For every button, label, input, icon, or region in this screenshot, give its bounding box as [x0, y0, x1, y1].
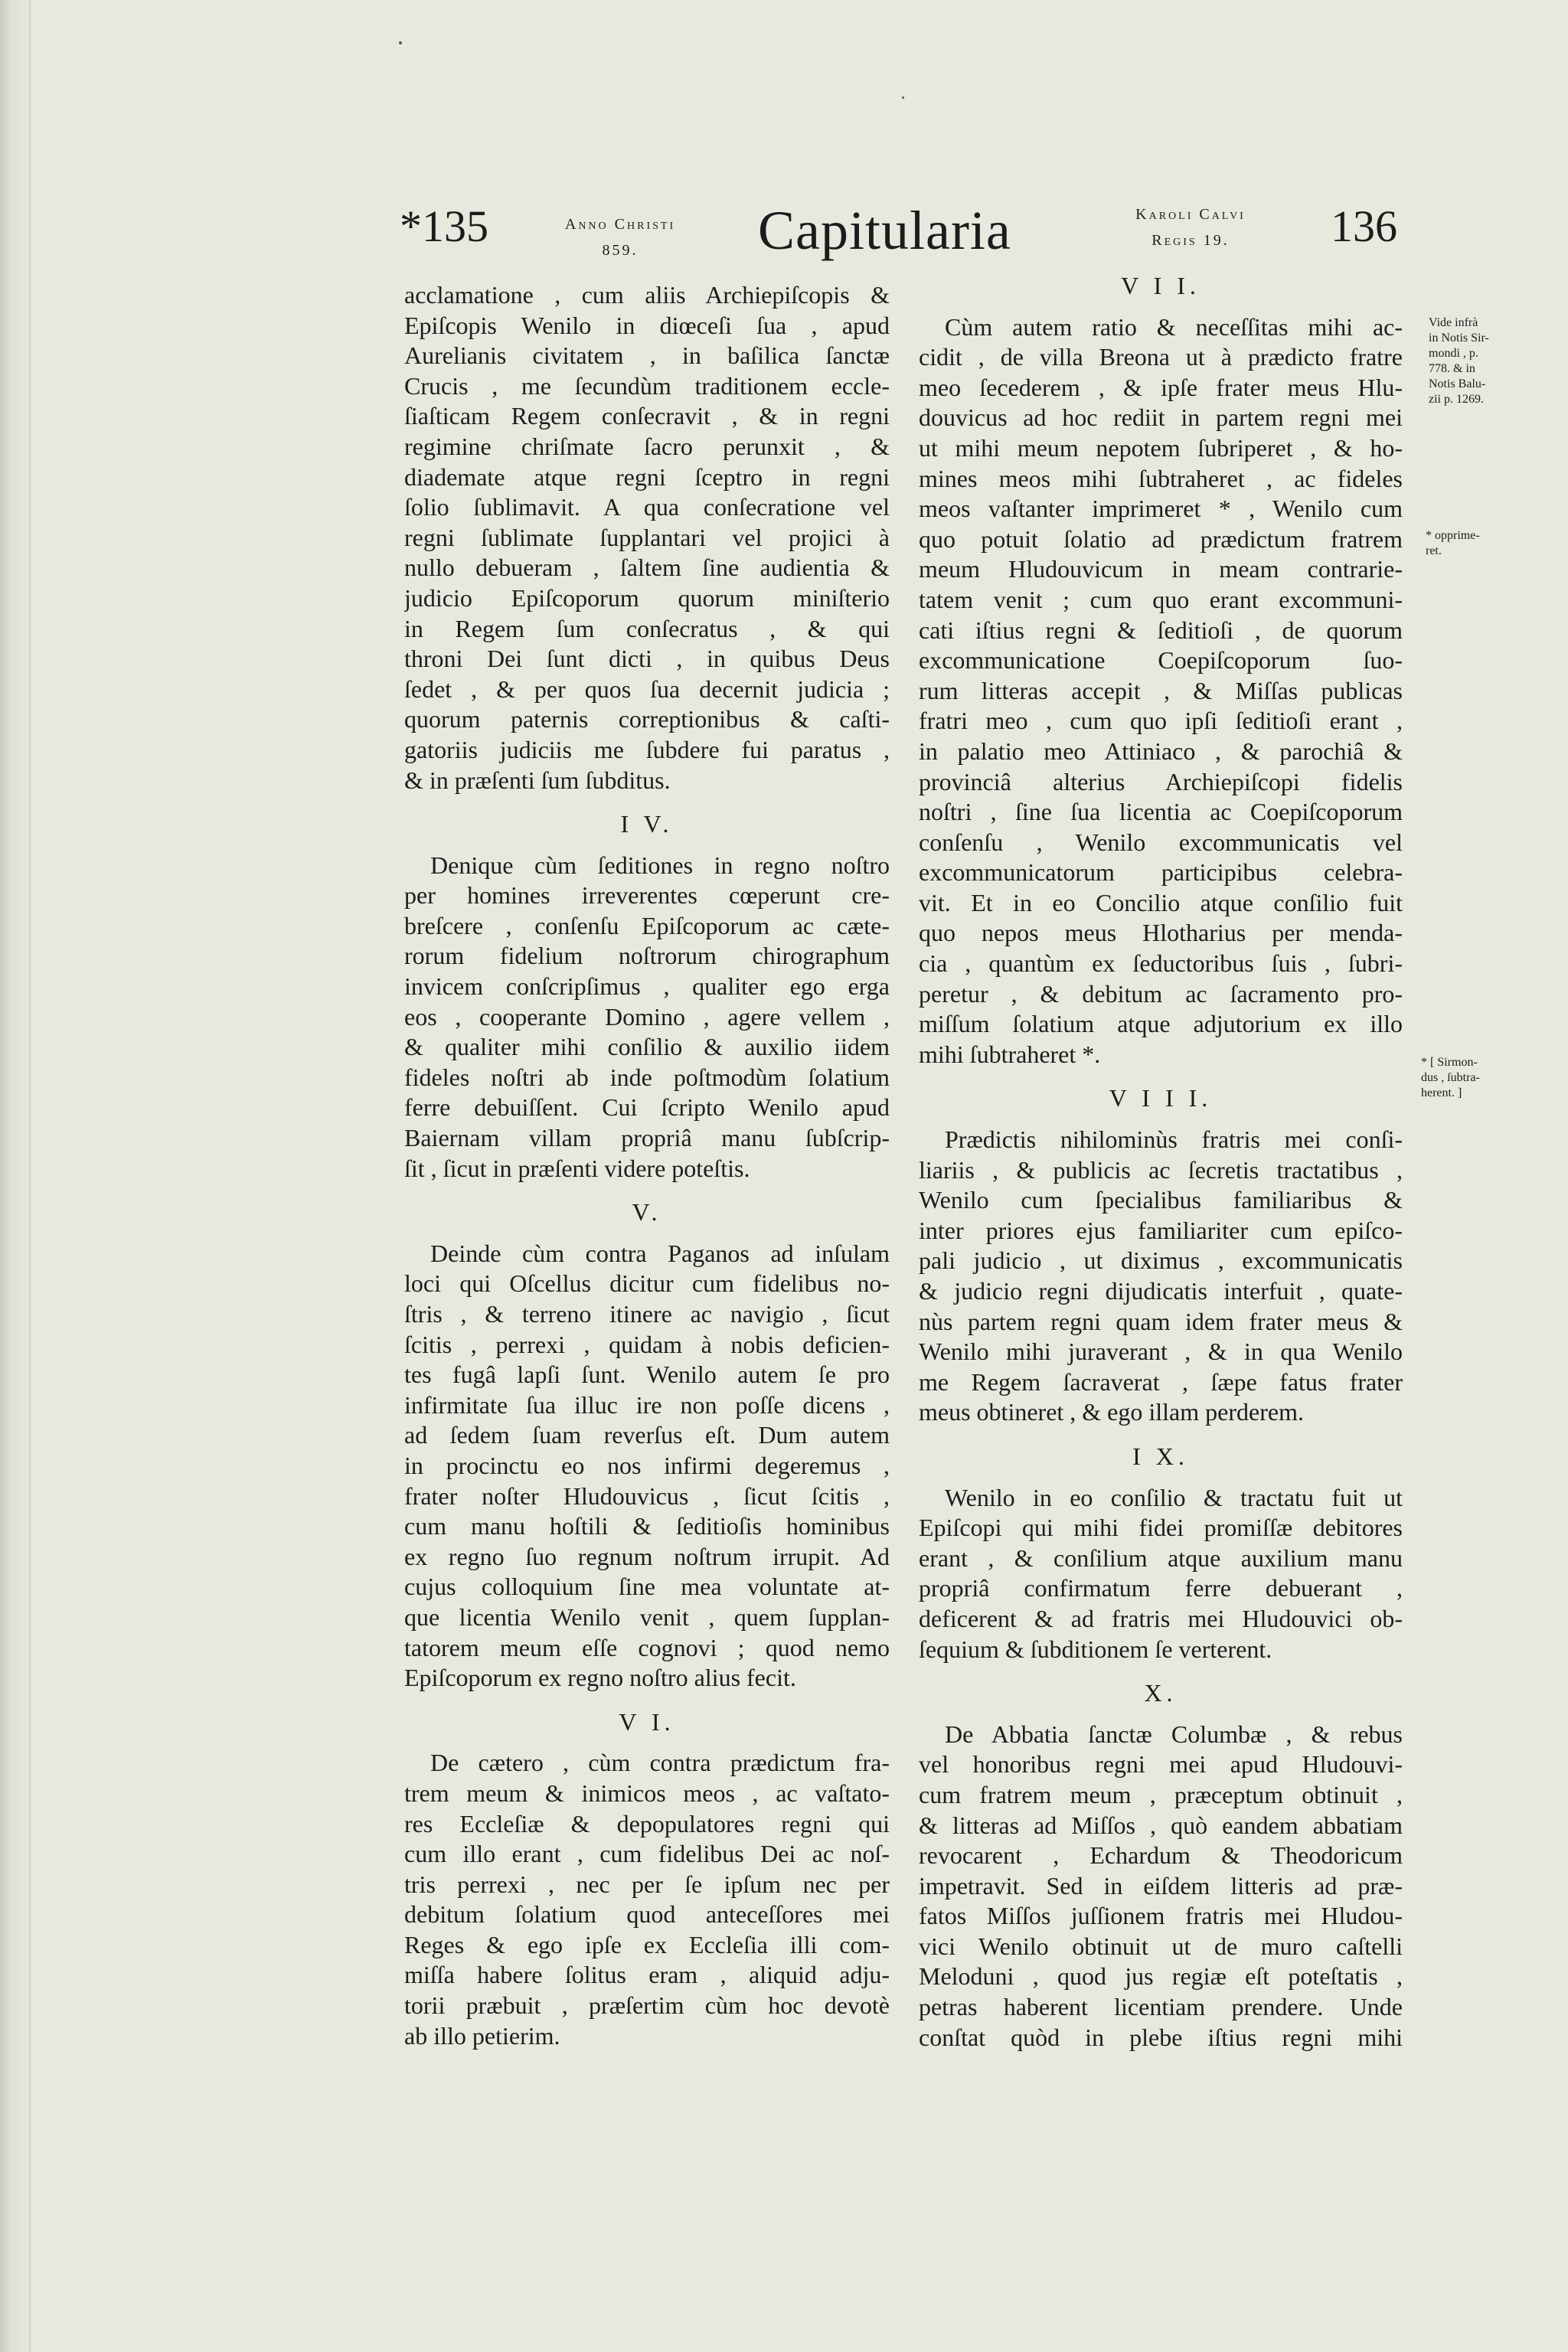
text-line: inter priores ejus familiariter cum epiſco-: [919, 1216, 1403, 1244]
text-line: meo ſecederem , & ipſe frater meus Hlu-: [919, 373, 1403, 401]
text-line: ſolio ſublimavit. A qua conſecratione vel: [404, 493, 890, 521]
text-line: Denique cùm ſeditiones in regno noſtro: [430, 851, 890, 879]
paper-speck: [399, 41, 402, 44]
text-line: cidit , de villa Breona ut à prædicto fratre: [919, 343, 1403, 371]
text-line: conſenſu , Wenilo excommunicatis vel: [919, 828, 1403, 856]
text-line: fatos Miſſos juſſionem fratris mei Hludou-: [919, 1902, 1403, 1930]
paragraph-x: [919, 1720, 1403, 2053]
margin-note-line: herent. ]: [1421, 1086, 1462, 1099]
page-title: Capitularia: [758, 200, 1011, 261]
text-line: mihi ſubtraheret *.: [919, 1040, 1101, 1068]
text-line: propriâ confirmatum ferre debuerant ,: [919, 1574, 1403, 1602]
text-line: tris perrexi , nec per ſe ipſum nec per: [404, 1870, 890, 1898]
text-line: diademate atque regni ſceptro in regni: [404, 462, 890, 491]
text-line: judicio Epiſcoporum quorum miniſterio: [404, 583, 890, 612]
margin-note-line: mondi , p.: [1429, 347, 1478, 360]
text-line: provinciâ alterius Archiepiſcopi fidelis: [919, 767, 1403, 795]
text-line: meus obtineret , & ego illam perderem.: [919, 1398, 1304, 1426]
text-line: res Eccleſiæ & depopulatores regni qui: [404, 1809, 890, 1838]
text-line: cia , quantùm ex ſeductoribus ſuis , ſubri-: [919, 949, 1403, 978]
text-line: Reges & ego ipſe ex Eccleſia illi com-: [404, 1930, 890, 1958]
text-line: regimine chriſmate ſacro perunxit , &: [404, 432, 890, 460]
text-line: trem meum & inimicos meos , ac vaſtato-: [404, 1779, 890, 1807]
right-page-number: 136: [1331, 201, 1397, 251]
text-line: cujus colloquium ſine mea voluntate at-: [404, 1573, 890, 1601]
anno-christi-header: [536, 211, 704, 263]
margin-note-line: in Notis Sir-: [1429, 332, 1489, 345]
paragraph-viii: [919, 1125, 1403, 1428]
margin-note-sirmondi: [1429, 315, 1513, 407]
text-line: & in præſenti ſum ſubditus.: [404, 766, 671, 794]
text-line: ſequium & ſubditionem ſe verterent.: [919, 1635, 1272, 1663]
section-heading-ix: I X.: [1132, 1442, 1189, 1470]
text-line: in Regem ſum conſecratus , & qui: [404, 614, 890, 642]
text-line: ſiaſticam Regem conſecravit , & in regni: [404, 402, 890, 430]
text-line: ſedet , & per quos ſua decernit judicia ;: [404, 675, 890, 703]
text-line: Prædictis nihilominùs fratris mei conſi-: [945, 1125, 1403, 1154]
paragraph-vi: [404, 1748, 890, 2051]
text-line: De Abbatia ſanctæ Columbæ , & rebus: [945, 1720, 1403, 1748]
text-line: frater noſter Hludouvicus , ſicut ſcitis ,: [404, 1481, 890, 1510]
anno-year: 859.: [602, 242, 639, 259]
text-line: que licentia Wenilo venit , quem ſupplan-: [404, 1602, 890, 1631]
right-text-column: [919, 271, 1403, 2053]
text-line: Epiſcopi qui mihi fidei promiſſæ debitores: [919, 1514, 1403, 1542]
text-line: & qualiter mihi conſilio & auxilio iidem: [404, 1033, 890, 1061]
text-line: excommunicatorum participibus celebra-: [919, 858, 1403, 887]
text-line: ad ſedem ſuam reverſus eſt. Dum autem: [404, 1421, 890, 1449]
left-text-column: [404, 280, 890, 2051]
text-line: regni ſublimate ſupplantari vel projici à: [404, 523, 890, 551]
text-line: eos , cooperante Domino , agere vellem ,: [404, 1002, 890, 1031]
margin-note-line: Vide infrà: [1429, 316, 1478, 329]
karoli-calvi-header: [1087, 201, 1294, 253]
text-line: Crucis , me ſecundùm traditionem eccle-: [404, 371, 890, 400]
text-line: Wenilo in eo conſilio & tractatu fuit ut: [945, 1483, 1403, 1511]
text-line: petras haberent licentiam prendere. Unde: [919, 1993, 1403, 2021]
margin-note-subtraherent: [1421, 1055, 1513, 1101]
margin-note-line: 778. & in: [1429, 362, 1475, 375]
text-line: rum litteras accepit , & Miſſas publicas: [919, 676, 1403, 704]
paper-speck: [902, 96, 904, 99]
text-line: miſſa habere ſolitus eram , aliquid adju-: [404, 1961, 890, 1989]
text-line: Aurelianis civitatem , in baſilica ſanctæ: [404, 341, 890, 370]
section-heading-vi: V I.: [619, 1707, 675, 1736]
text-line: debitum ſolatium quod anteceſſores mei: [404, 1900, 890, 1929]
text-line: in palatio meo Attiniaco , & parochiâ &: [919, 737, 1403, 765]
page-gutter-edge: [0, 0, 31, 2352]
text-line: Epiſcopis Wenilo in diœceſi ſua , apud: [404, 311, 890, 339]
text-line: ſcitis , perrexi , quidam à nobis deficien-: [404, 1330, 890, 1358]
text-line: per homines irreverentes cœperunt cre-: [404, 881, 890, 910]
text-line: meum Hludouvicum in meam contrarie-: [919, 555, 1403, 583]
text-line: mines meos mihi ſubtraheret , ac fideles: [919, 464, 1403, 492]
paragraph-iv: [404, 851, 890, 1184]
text-line: fratri meo , cum quo ipſi ſeditioſi erant ,: [919, 707, 1403, 735]
section-heading-vii: V I I.: [1121, 272, 1200, 299]
text-line: nullo debueram , ſaltem ſine audientia &: [404, 554, 890, 582]
text-line: Wenilo mihi juraverant , & in qua Wenilo: [919, 1338, 1403, 1366]
text-line: & litteras ad Miſſos , quò eandem abbatiam: [919, 1811, 1403, 1839]
text-line: ut mihi meum nepotem ſubriperet , & ho-: [919, 433, 1403, 462]
left-page-number: *135: [400, 201, 488, 251]
text-line: fideles noſtri ab inde poſtmodùm ſolatium: [404, 1063, 890, 1091]
text-line: revocarent , Echardum & Theodoricum: [919, 1841, 1403, 1870]
text-line: noſtri , ſine ſua licentia ac Coepiſcoporum: [919, 798, 1403, 826]
regis-year: Regis 19.: [1152, 232, 1230, 249]
text-line: excommunicatione Coepiſcoporum ſuo-: [919, 646, 1403, 675]
text-line: ſit , ſicut in præſenti videre poteſtis.: [404, 1154, 750, 1182]
paragraph-ix: [919, 1483, 1403, 1665]
text-line: cum fratrem meum , præceptum obtinuit ,: [919, 1780, 1403, 1808]
margin-note-opprimeret: [1426, 528, 1502, 559]
text-line: quo nepos meus Hlotharius per menda-: [919, 919, 1403, 947]
text-line: ſtris , & terreno itinere ac navigio , ſicut: [404, 1300, 890, 1328]
text-line: invicem conſcripſimus , qualiter ego erga: [404, 972, 890, 1001]
text-line: vici Wenilo obtinuit ut de muro caſtelli: [919, 1932, 1403, 1960]
paragraph-continuation: [404, 280, 890, 795]
paragraph-vii: [919, 312, 1403, 1070]
anno-christi-label: Anno Christi: [564, 216, 676, 233]
text-line: loci qui Oſcellus dicitur cum fidelibus no-: [404, 1269, 890, 1298]
text-line: rorum fidelium noſtrorum chirographum: [404, 942, 890, 970]
margin-note-line: zii p. 1269.: [1429, 393, 1484, 406]
text-line: ex regno ſuo regnum noſtrum irrupit. Ad: [404, 1542, 890, 1570]
text-line: vel honoribus regni mei apud Hludouvi-: [919, 1750, 1403, 1779]
section-heading-v: V.: [632, 1198, 662, 1227]
margin-note-line: * [ Sirmon-: [1421, 1056, 1478, 1069]
text-line: Deinde cùm contra Paganos ad inſulam: [430, 1239, 890, 1267]
section-heading-viii: V I I I.: [1109, 1084, 1213, 1112]
text-line: breſcere , conſenſu Epiſcoporum ac cæte-: [404, 911, 890, 939]
text-line: torii præbuit , præſertim cùm hoc devotè: [404, 1991, 890, 2020]
text-line: tatorem meum eſſe cognovi ; quod nemo: [404, 1633, 890, 1661]
text-line: Epiſcoporum ex regno noſtro alius fecit.: [404, 1664, 796, 1692]
text-line: peretur , & debitum ac ſacramento pro-: [919, 979, 1403, 1008]
text-line: liariis , & publicis ac ſecretis tractatibus ,: [919, 1155, 1403, 1184]
text-line: De cætero , cùm contra prædictum fra-: [430, 1749, 890, 1777]
text-line: Cùm autem ratio & neceſſitas mihi ac-: [945, 312, 1403, 341]
text-line: infirmitate ſua illuc ire non poſſe dicens ,: [404, 1390, 890, 1419]
margin-note-line: * opprime-: [1426, 529, 1480, 542]
text-line: erant , & conſilium atque auxilium manu: [919, 1544, 1403, 1572]
text-line: tatem venit ; cum quo erant excommuni-: [919, 585, 1403, 613]
text-line: miſſum ſolatium atque adjutorium ex illo: [919, 1010, 1403, 1038]
text-line: throni Dei ſunt dicti , in quibus Deus: [404, 645, 890, 673]
text-line: deficerent & ad fratris mei Hludouvici ob-: [919, 1604, 1403, 1632]
text-line: Wenilo cum ſpecialibus familiaribus &: [919, 1186, 1403, 1214]
text-line: meos vaſtanter imprimeret * , Wenilo cum: [919, 495, 1403, 523]
text-line: Meloduni , quod jus regiæ eſt poteſtatis ,: [919, 1962, 1403, 1991]
text-line: douvicus ad hoc rediit in partem regni mei: [919, 403, 1403, 432]
text-line: acclamatione , cum aliis Archiepiſcopis &: [404, 281, 890, 309]
text-line: vit. Et in eo Concilio atque conſilio fuit: [919, 888, 1403, 916]
text-line: Baiernam villam propriâ manu ſubſcrip-: [404, 1124, 890, 1152]
text-line: quo potuit ſolatio ad prædictum fratrem: [919, 524, 1403, 553]
section-heading-iv: I V.: [620, 810, 674, 838]
text-line: tes fugâ lapſi ſunt. Wenilo autem ſe pro: [404, 1361, 890, 1389]
text-line: & judicio regni dijudicatis interfuit , quate-: [919, 1277, 1403, 1305]
karoli-calvi-label: Karoli Calvi: [1135, 206, 1246, 223]
text-line: in procinctu eo nos infirmi degeremus ,: [404, 1451, 890, 1479]
text-line: cati iſtius regni & ſeditioſi , de quorum: [919, 616, 1403, 644]
text-line: nùs partem regni quam idem frater meus &: [919, 1307, 1403, 1335]
text-line: cum manu hoſtili & ſeditioſis hominibus: [404, 1512, 890, 1540]
text-line: ab illo petierim.: [404, 2021, 560, 2050]
margin-note-line: dus , ſubtra-: [1421, 1071, 1480, 1084]
text-line: me Regem ſacraverat , ſæpe fatus frater: [919, 1367, 1403, 1396]
text-line: ferre debuiſſent. Cui ſcripto Wenilo apud: [404, 1093, 890, 1122]
paragraph-v: [404, 1239, 890, 1694]
margin-note-line: Notis Balu-: [1429, 377, 1486, 390]
text-line: cum illo erant , cum fidelibus Dei ac noſ-: [404, 1840, 890, 1868]
margin-note-line: ret.: [1426, 544, 1442, 557]
text-line: quorum paternis correptionibus & caſti-: [404, 705, 890, 733]
text-line: conſtat quòd in plebe iſtius regni mihi: [919, 2023, 1403, 2051]
text-line: impetravit. Sed in eiſdem litteris ad præ-: [919, 1871, 1403, 1900]
text-line: gatoriis judiciis me ſubdere fui paratus ,: [404, 735, 890, 763]
section-heading-x: X.: [1144, 1679, 1178, 1707]
text-line: pali judicio , ut diximus , excommunicatis: [919, 1246, 1403, 1275]
